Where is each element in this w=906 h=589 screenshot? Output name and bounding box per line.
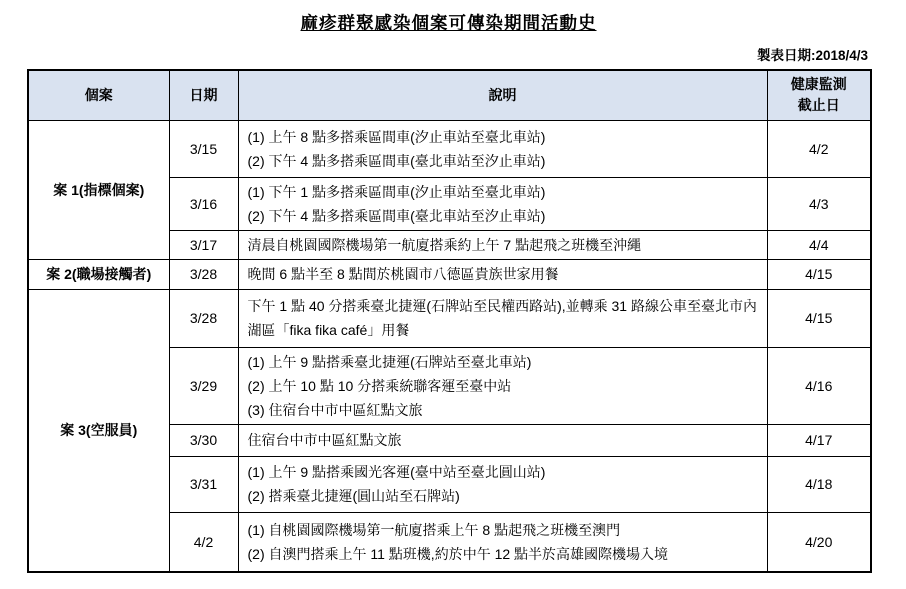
- date-cell: 3/31: [169, 456, 238, 512]
- description-cell: [238, 347, 767, 424]
- table-row: [28, 289, 871, 347]
- description-line: (1) 自桃園國際機場第一航廈搭乘上午 8 點起飛之班機至澳門: [247, 521, 621, 538]
- description-line: (2) 下午 4 點多搭乘區間車(臺北車站至汐止車站): [247, 152, 546, 169]
- date-cell: 4/2: [169, 512, 238, 572]
- description-cell: [238, 120, 767, 177]
- description-line: (1) 上午 9 點搭乘國光客運(臺中站至臺北圓山站): [247, 464, 546, 480]
- description-line: 清晨自桃園國際機場第一航廈搭乘約上午 7 點起飛之班機至沖繩: [247, 236, 642, 253]
- deadline-cell: 4/4: [767, 230, 871, 259]
- header-monitor-line1: 健康監測: [790, 76, 847, 93]
- deadline-cell: 4/2: [767, 120, 871, 177]
- description-cell: [238, 424, 767, 456]
- case-label: 案 1(指標個案): [28, 120, 169, 259]
- description-line: (1) 下午 1 點多搭乘區間車(汐止車站至臺北車站): [247, 183, 546, 200]
- case-label: 案 3(空服員): [28, 289, 169, 572]
- description-line: 下午 1 點 40 分搭乘臺北捷運(石牌站至民權西路站),並轉乘 31 路線公車至臺北市內湖區「fika fika café」用餐: [247, 298, 757, 338]
- header-case: 個案: [28, 70, 169, 120]
- header-date: 日期: [169, 70, 238, 120]
- measles-activity-table: [27, 69, 872, 573]
- description-cell: [238, 259, 767, 289]
- date-cell: 3/16: [169, 177, 238, 230]
- description-line: (2) 自澳門搭乘上午 11 點班機,約於中午 12 點半於高雄國際機場入境: [247, 545, 669, 562]
- header-monitor-line2: 截止日: [797, 97, 840, 114]
- description-line: (2) 搭乘臺北捷運(圓山站至石牌站): [247, 488, 460, 504]
- date-cell: 3/28: [169, 289, 238, 347]
- page-title: 麻疹群聚感染個案可傳染期間活動史: [300, 13, 597, 33]
- deadline-cell: 4/3: [767, 177, 871, 230]
- description-cell: [238, 177, 767, 230]
- table-row: [28, 259, 871, 289]
- description-line: (2) 上午 10 點 10 分搭乘統聯客運至臺中站: [247, 377, 512, 394]
- table-creation-date: 製表日期:2018/4/3: [756, 48, 868, 63]
- deadline-cell: 4/15: [767, 289, 871, 347]
- deadline-cell: 4/16: [767, 347, 871, 424]
- deadline-cell: 4/18: [767, 456, 871, 512]
- description-line: 晚間 6 點半至 8 點間於桃園市八德區貴族世家用餐: [247, 266, 559, 282]
- description-cell: [238, 289, 767, 347]
- description-line: (1) 上午 9 點搭乘臺北捷運(石牌站至臺北車站): [247, 353, 532, 370]
- content-area: [27, 10, 870, 573]
- description-line: (3) 住宿台中市中區紅點文旅: [247, 401, 423, 418]
- date-cell: 3/15: [169, 120, 238, 177]
- description-line: (2) 下午 4 點多搭乘區間車(臺北車站至汐止車站): [247, 207, 546, 224]
- date-cell: 3/28: [169, 259, 238, 289]
- date-cell: 3/17: [169, 230, 238, 259]
- deadline-cell: 4/15: [767, 259, 871, 289]
- description-line: (1) 上午 8 點多搭乘區間車(汐止車站至臺北車站): [247, 128, 546, 145]
- deadline-cell: 4/17: [767, 424, 871, 456]
- table-row: [28, 120, 871, 177]
- table-header-row: [28, 70, 871, 120]
- description-line: 住宿台中市中區紅點文旅: [247, 432, 402, 448]
- date-cell: 3/29: [169, 347, 238, 424]
- date-cell: 3/30: [169, 424, 238, 456]
- deadline-cell: 4/20: [767, 512, 871, 572]
- header-description: 說明: [238, 70, 767, 120]
- header-monitor-deadline: [767, 70, 871, 120]
- description-cell: [238, 456, 767, 512]
- description-cell: [238, 230, 767, 259]
- case-label: 案 2(職場接觸者): [28, 259, 169, 289]
- description-cell: [238, 512, 767, 572]
